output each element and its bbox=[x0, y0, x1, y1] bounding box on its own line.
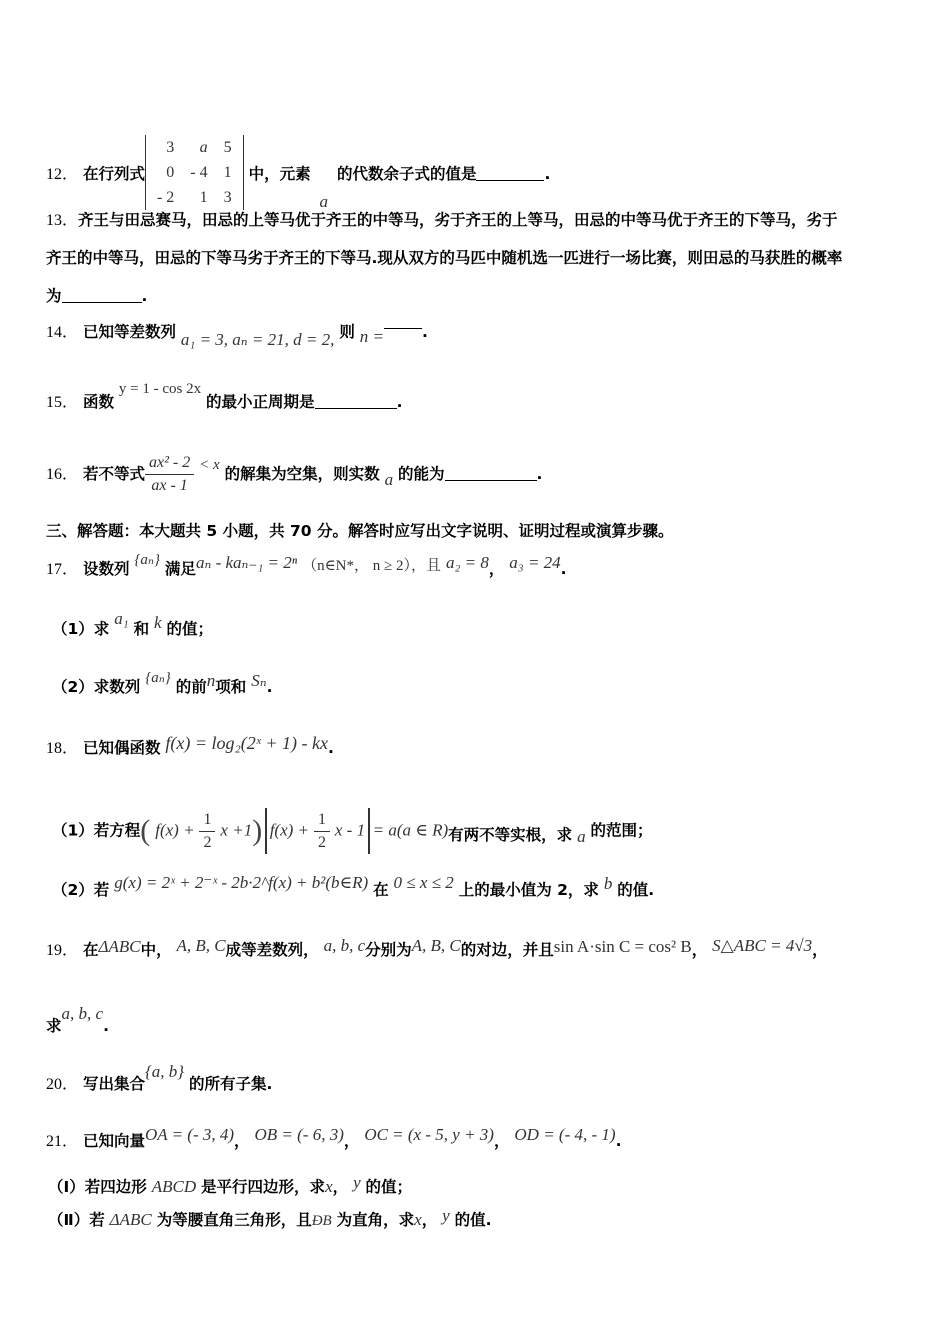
question-12: 12． 在行列式 3 a 5 0 - 4 1 - 2 1 3 中，元素 a 的代数余子式的值是 . bbox=[46, 137, 550, 212]
question-18: 18． 已知偶函数 f(x) = log₂(2ˣ + 1) - kx. bbox=[46, 733, 334, 757]
question-13-line-1: 13．齐王与田忌赛马，田忌的上等马优于齐王的中等马，劣于齐王的上等马，田忌的中等马优于齐王的下等马，劣于 bbox=[46, 211, 838, 229]
question-20: 20． 写出集合{a, b} 的所有子集. bbox=[46, 1062, 273, 1093]
question-13-line-3: 为 . bbox=[46, 287, 148, 305]
question-21-part-2: （Ⅱ）若 ΔABC 为等腰直角三角形，且ÐB 为直角，求x， y 的值. bbox=[48, 1206, 492, 1229]
question-19-ask: 求a, b, c. bbox=[46, 1004, 109, 1035]
question-18-part-1: （1）若方程( f(x) + $\frac{1}{2}$ x +1) f(x) + $\frac{1}{2}$ x - 1 = a(a ∈ R)有两不等实根，求 a 的范围； bbox=[52, 808, 653, 854]
question-14: 14． 已知等差数列 a₁ = 3, aₙ = 21, d = 2, 则 n = . bbox=[46, 323, 428, 349]
question-21: 21． 已知向量OA = (- 3, 4)， OB = (- 6, 3)， OC = (x - 5, y + 3)， OD = (- 4, - 1). bbox=[46, 1125, 622, 1150]
question-number: 13． bbox=[46, 212, 79, 229]
section-heading: 三、解答题：本大题共 5 小题，共 70 分。解答时应写出文字说明、证明过程或演算步骤。 bbox=[46, 522, 674, 540]
answer-blank[interactable] bbox=[445, 466, 537, 481]
question-number: 20． bbox=[46, 1076, 79, 1093]
answer-blank[interactable] bbox=[62, 288, 142, 303]
question-number: 18． bbox=[46, 740, 79, 757]
answer-blank[interactable] bbox=[384, 324, 422, 329]
answer-blank[interactable] bbox=[315, 394, 397, 409]
determinant-matrix: 3 a 5 0 - 4 1 - 2 1 3 bbox=[145, 135, 244, 210]
question-number: 15． bbox=[46, 394, 79, 411]
question-number: 14． bbox=[46, 324, 79, 341]
formula: g(x) = 2ˣ + 2⁻ˣ - 2b·2^f(x) + b²(b∈R) bbox=[114, 873, 369, 892]
formula: y = 1 - cos 2x bbox=[118, 381, 202, 397]
question-number: 21． bbox=[46, 1133, 79, 1150]
answer-blank[interactable] bbox=[476, 166, 544, 181]
question-18-part-2: （2）若 g(x) = 2ˣ + 2⁻ˣ - 2b·2^f(x) + b²(b∈R) 在 0 ≤ x ≤ 2 上的最小值为 2，求 b 的值. bbox=[52, 873, 655, 899]
question-number: 12． bbox=[46, 166, 79, 183]
question-13-line-2: 齐王的中等马，田忌的下等马劣于齐王的下等马.现从双方的马匹中随机选一匹进行一场比赛，则田忌的马获胜的概率 bbox=[46, 249, 843, 267]
question-number: 17． bbox=[46, 561, 79, 578]
formula: a₁ = 3, aₙ = 21, d = 2, bbox=[180, 330, 335, 349]
question-19: 19． 在ΔABC中， A, B, C成等差数列， a, b, c分别为A, B, C的对边，并且sin A·sin C = cos² B， S△ABC = 4√3， bbox=[46, 936, 828, 959]
question-17-part-2: （2）求数列 {aₙ} 的前n项和 Sₙ. bbox=[52, 670, 273, 696]
question-16: 16． 若不等式 $\frac{\text{ax² - 2}}{ax - 1}$ < x 的解集为空集，则实数 a 的能为 . bbox=[46, 452, 542, 497]
question-number: 19． bbox=[46, 942, 79, 959]
fraction: $\frac{\text{ax² - 2}}{ax - 1}$ bbox=[145, 452, 194, 497]
formula: f(x) = log₂(2ˣ + 1) - kx bbox=[165, 733, 328, 753]
question-17-part-1: （1）求 a₁ 和 k 的值； bbox=[52, 609, 214, 638]
question-21-part-1: （Ⅰ）若四边形 ABCD 是平行四边形，求x， y 的值； bbox=[48, 1173, 413, 1196]
question-number: 16． bbox=[46, 466, 79, 483]
question-17: 17． 设数列 {aₙ} 满足aₙ - kaₙ₋₁ = 2ⁿ （n∈N*， n ≥ 2），且 a₂ = 8， a₃ = 24. bbox=[46, 552, 567, 578]
question-15: 15． 函数 y = 1 - cos 2x 的最小正周期是 . bbox=[46, 381, 403, 411]
